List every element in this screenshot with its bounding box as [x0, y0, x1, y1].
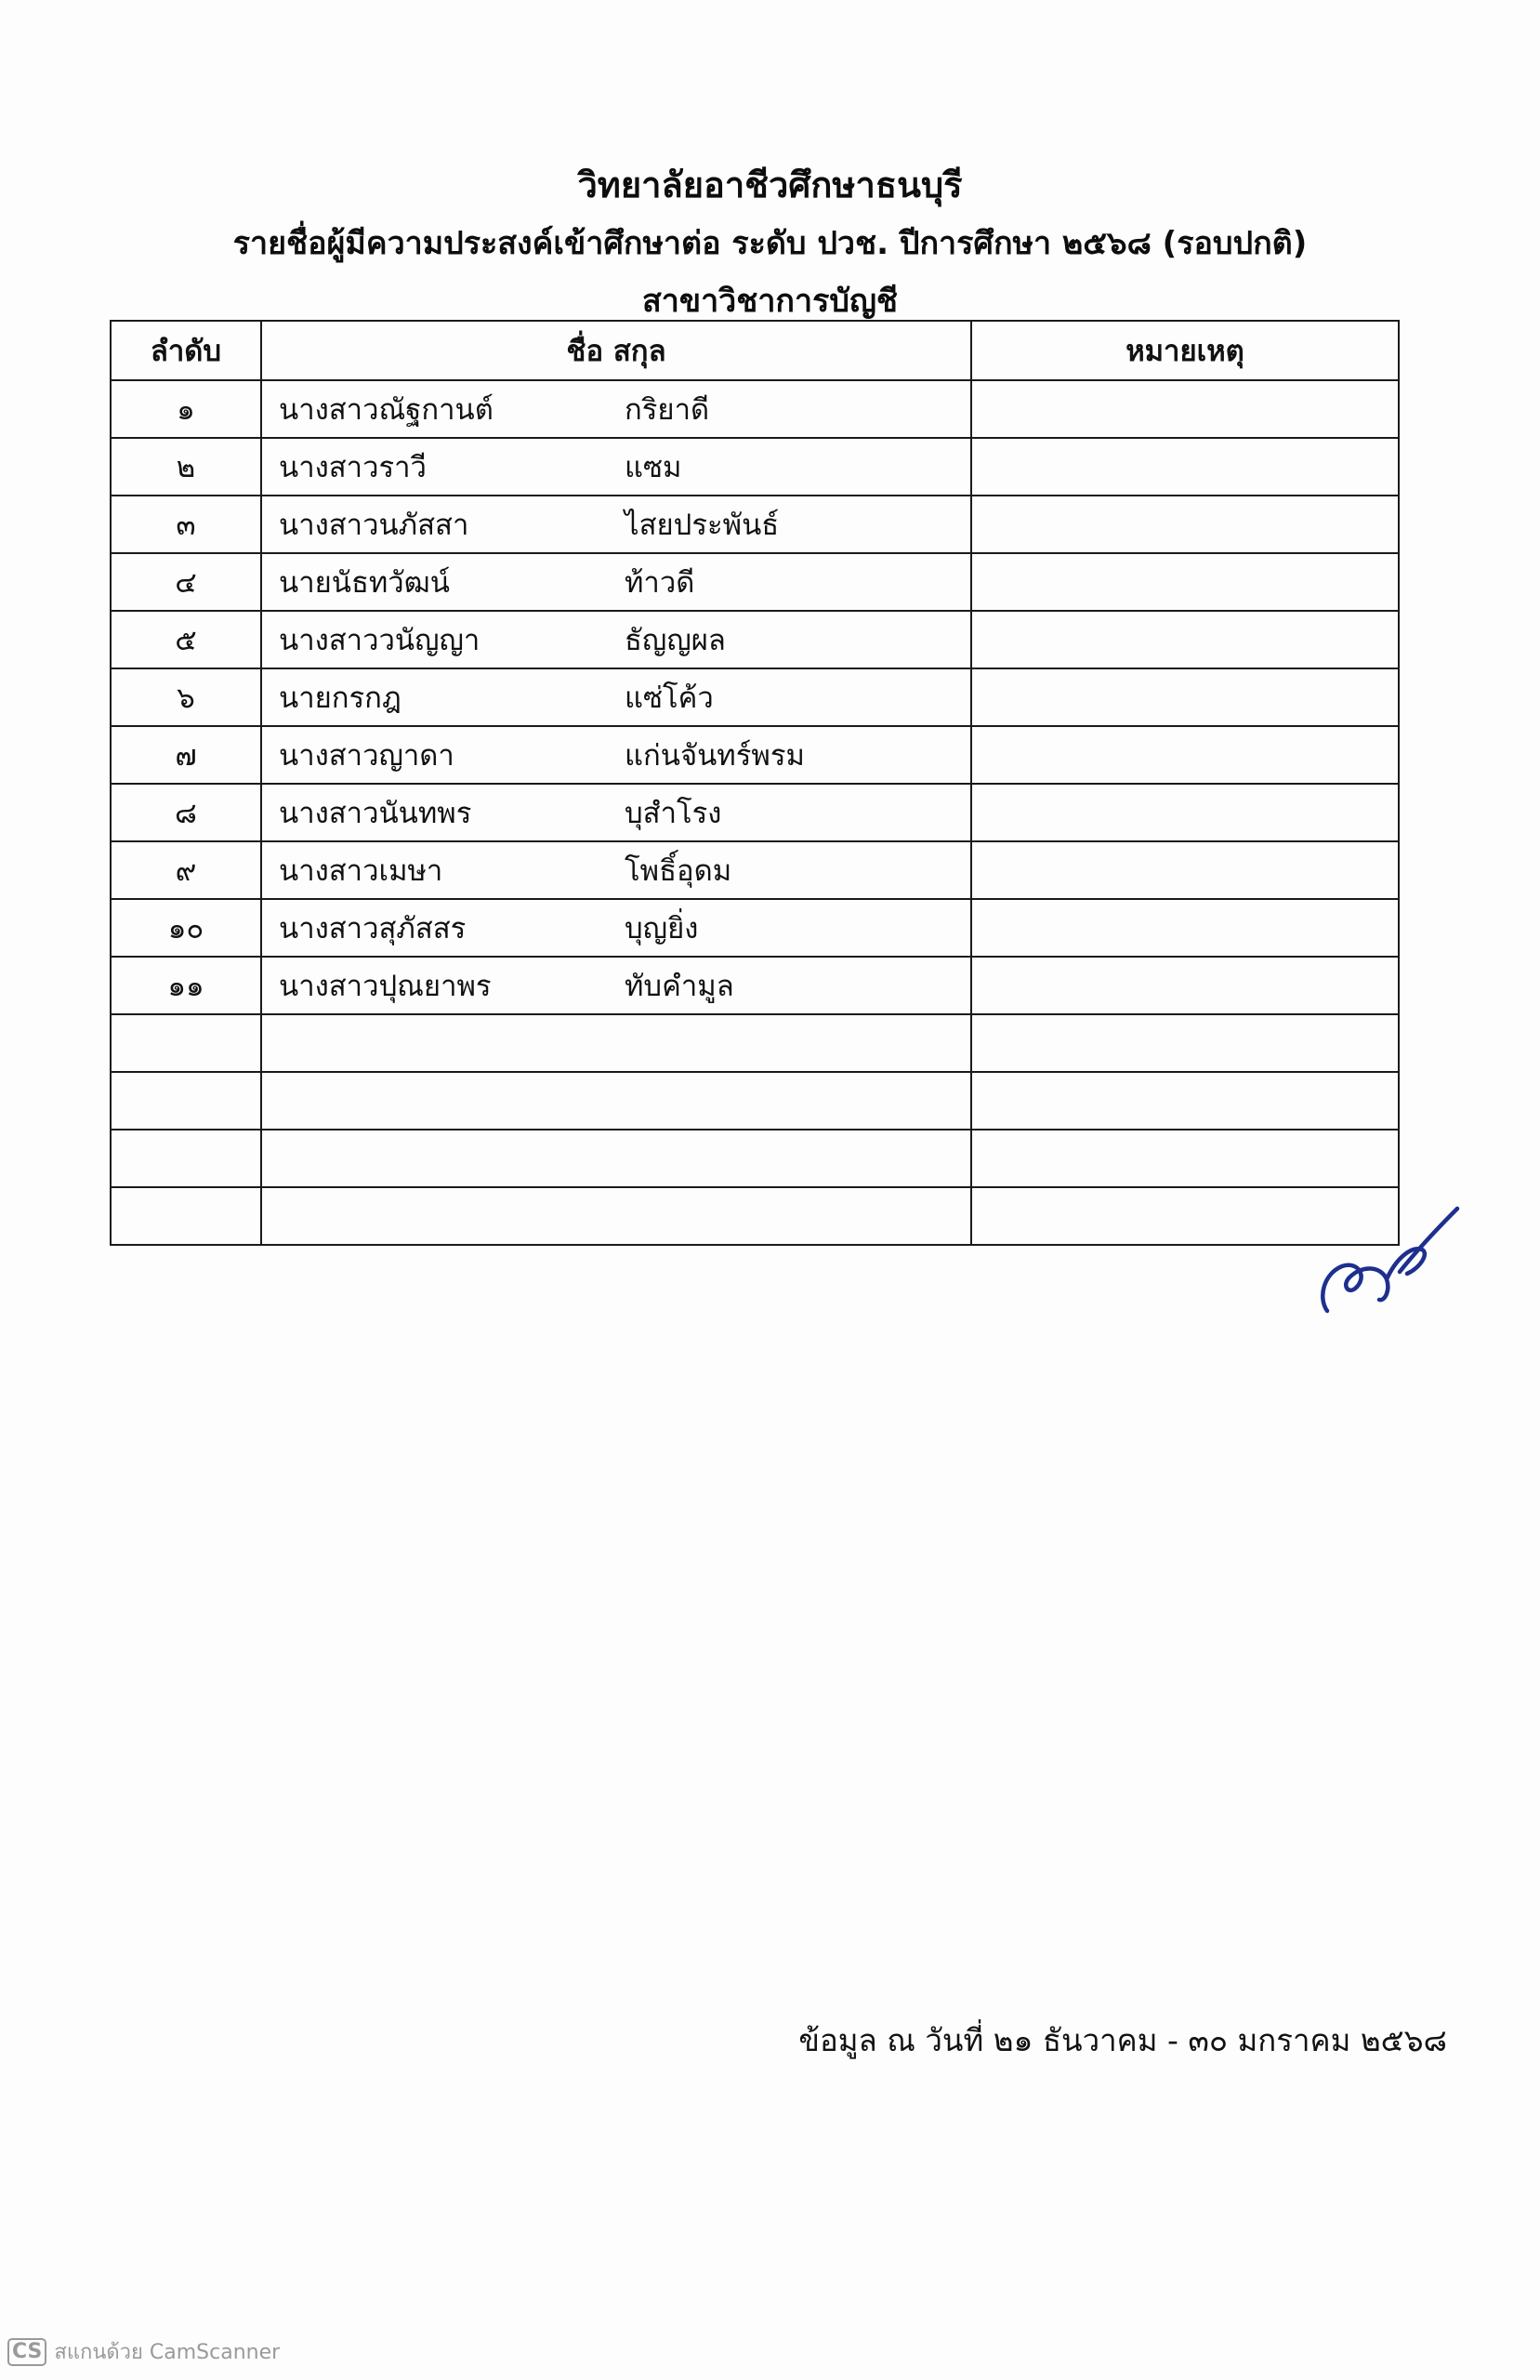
row-name — [261, 496, 971, 553]
table-row — [111, 1072, 1399, 1130]
row-name — [261, 438, 971, 496]
table-row — [111, 496, 1399, 553]
table-row — [111, 380, 1399, 438]
row-note — [971, 1072, 1399, 1130]
row-name — [261, 899, 971, 957]
first-name: นางสาวเมษา — [279, 854, 443, 888]
row-note — [971, 899, 1399, 957]
table-body — [111, 380, 1399, 1245]
table-row — [111, 899, 1399, 957]
row-number: ๒ — [111, 438, 261, 496]
last-name: บุสำโรง — [625, 797, 722, 830]
table-row — [111, 668, 1399, 726]
last-name: แซม — [625, 451, 682, 484]
row-note — [971, 496, 1399, 553]
row-note — [971, 438, 1399, 496]
column-header-no: ลำดับ — [111, 321, 261, 380]
data-as-of-date: ข้อมูล ณ วันที่ ๒๑ ธันวาคม - ๓๐ มกราคม ๒๕๖๘ — [798, 2022, 1447, 2058]
row-name — [261, 1187, 971, 1245]
handwritten-signature — [1310, 1188, 1468, 1328]
row-name — [261, 611, 971, 668]
table-row — [111, 957, 1399, 1014]
table-row — [111, 438, 1399, 496]
table-row — [111, 611, 1399, 668]
row-number: ๖ — [111, 668, 261, 726]
row-name — [261, 1130, 971, 1187]
camscanner-watermark — [7, 2335, 280, 2368]
row-note — [971, 668, 1399, 726]
table-header-row — [111, 321, 1399, 380]
last-name: ไสยประพันธ์ — [625, 509, 780, 542]
row-note — [971, 1130, 1399, 1187]
last-name: โพธิ์อุดม — [625, 854, 732, 888]
first-name: นางสาวปุณยาพร — [279, 970, 492, 1003]
first-name: นางสาวญาดา — [279, 739, 454, 773]
row-name — [261, 784, 971, 841]
first-name: นางสาววนัญญา — [279, 624, 480, 657]
last-name: บุญยิ่ง — [625, 912, 699, 945]
table-row — [111, 1187, 1399, 1245]
row-number: ๘ — [111, 784, 261, 841]
row-number: ๑๑ — [111, 957, 261, 1014]
row-note — [971, 957, 1399, 1014]
first-name: นายกรกฎ — [279, 681, 401, 715]
row-name — [261, 957, 971, 1014]
table-row — [111, 553, 1399, 611]
row-note — [971, 380, 1399, 438]
row-name — [261, 1014, 971, 1072]
signature-stroke — [1323, 1209, 1457, 1311]
table-row — [111, 841, 1399, 899]
row-number: ๑ — [111, 380, 261, 438]
row-number — [111, 1014, 261, 1072]
last-name: ธัญญผล — [625, 624, 726, 657]
last-name: ทับคำมูล — [625, 970, 734, 1003]
row-name — [261, 726, 971, 784]
row-number: ๙ — [111, 841, 261, 899]
row-note — [971, 841, 1399, 899]
row-number — [111, 1130, 261, 1187]
row-number: ๓ — [111, 496, 261, 553]
first-name: นางสาวสุภัสสร — [279, 912, 467, 945]
last-name: แซ่โค้ว — [625, 681, 714, 715]
column-header-name: ชื่อ สกุล — [261, 321, 971, 380]
table-row — [111, 1130, 1399, 1187]
department-title: สาขาวิชาการบัญชี — [641, 283, 898, 320]
table-row — [111, 1014, 1399, 1072]
first-name: นางสาวณัฐกานต์ — [279, 393, 494, 427]
row-name — [261, 668, 971, 726]
row-note — [971, 784, 1399, 841]
row-note — [971, 726, 1399, 784]
first-name: นายนัธทวัฒน์ — [279, 566, 450, 600]
row-number: ๑๐ — [111, 899, 261, 957]
row-note — [971, 1014, 1399, 1072]
row-note — [971, 611, 1399, 668]
row-name — [261, 553, 971, 611]
applicant-table — [110, 320, 1400, 1246]
institution-title: วิทยาลัยอาชีวศึกษาธนบุรี — [577, 165, 963, 205]
row-number: ๔ — [111, 553, 261, 611]
row-number — [111, 1187, 261, 1245]
table-row — [111, 726, 1399, 784]
last-name: ท้าวดี — [625, 566, 695, 600]
row-name — [261, 841, 971, 899]
row-number — [111, 1072, 261, 1130]
row-name — [261, 1072, 971, 1130]
row-number: ๕ — [111, 611, 261, 668]
column-header-note: หมายเหตุ — [971, 321, 1399, 380]
last-name: กริยาดี — [625, 393, 710, 427]
last-name: แก่นจันทร์พรม — [625, 739, 805, 773]
camscanner-logo-icon: CS — [7, 2338, 46, 2366]
row-number: ๗ — [111, 726, 261, 784]
row-note — [971, 553, 1399, 611]
first-name: นางสาวราวี — [279, 451, 427, 484]
first-name: นางสาวนภัสสา — [279, 509, 469, 542]
row-name — [261, 380, 971, 438]
document-subtitle: รายชื่อผู้มีความประสงค์เข้าศึกษาต่อ ระดับ ปวช. ปีการศึกษา ๒๕๖๘ (รอบปกติ) — [232, 225, 1308, 262]
first-name: นางสาวนันทพร — [279, 797, 472, 830]
table-row — [111, 784, 1399, 841]
camscanner-label: สแกนด้วย CamScanner — [54, 2341, 281, 2364]
